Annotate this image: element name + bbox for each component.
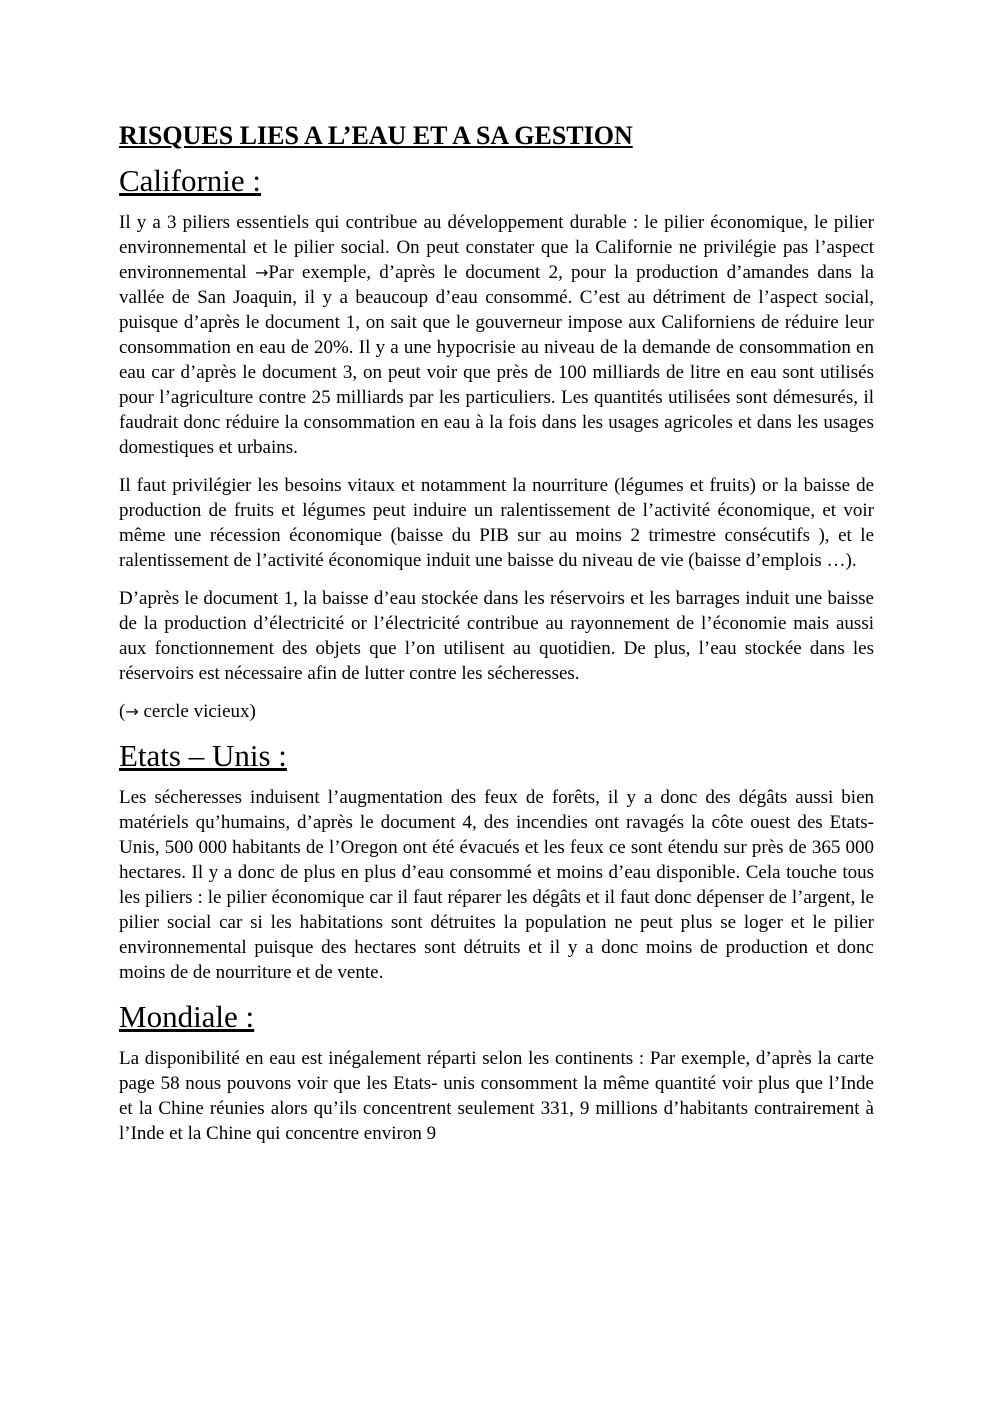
paragraph-text: Par exemple, d’après le document 2, pour la production d’amandes dans la vallée de San Joaquin, il y a beaucoup d’eau consommé. C’est au détriment de l’aspect social, puisque d’après le document 1, on sait que le gouverneur impose aux Californiens de réduire leur consommation en eau de 20%. Il y a une hypocrisie au niveau de la demande de consommation en eau car d’après le document 3, on peut voir que près de 100 milliards de litre en eau sont utilisés pour l’agriculture contre 25 milliards par les particuliers. Les quantités utilisées sont démesurés, il faudrait donc réduire la consommation en eau à la fois dans les usages agricoles et dans les usages domestiques et urbains. [119, 262, 874, 458]
paragraph [119, 699, 874, 724]
paragraph [119, 210, 874, 460]
section-heading-californie: Californie : [119, 163, 262, 198]
document-title: RISQUES LIES A L’EAU ET A SA GESTION [119, 121, 633, 150]
paragraph: D’après le document 1, la baisse d’eau stockée dans les réservoirs et les barrages induit une baisse de la production d’électricité or l’électricité contribue au rayonnement de l’économie mais aussi aux fonctionnement des objets que l’on utilisent au quotidien. De plus, l’eau stockée dans les réservoirs est nécessaire afin de lutter contre les sécheresses. [119, 588, 874, 684]
paragraph-text: ( [119, 701, 126, 722]
section-heading-etats-unis: Etats – Unis : [119, 738, 287, 773]
document-page [119, 116, 874, 1159]
paragraph-text: Il y a 3 piliers essentiels qui contribue au développement durable : le pilier économique, le pilier environnemental et le pilier social. On peut constater que la Californie ne privilégie pas l’aspect environnemental [119, 212, 874, 283]
section-etats-unis [119, 737, 874, 985]
arrow-right-icon: → [125, 702, 139, 721]
section-californie [119, 162, 874, 724]
section-mondiale [119, 998, 874, 1146]
paragraph: La disponibilité en eau est inégalement réparti selon les continents : Par exemple, d’après la carte page 58 nous pouvons voir que les Etats- unis consomment la même quantité voir plus que l’Inde et la Chine réunies alors qu’ils concentrent seulement 331, 9 millions d’habitants contrairement à l’Inde et la Chine qui concentre environ 9 [119, 1048, 874, 1144]
paragraph: Il faut privilégier les besoins vitaux et notamment la nourriture (légumes et fruits) or la baisse de production de fruits et légumes peut induire un ralentissement de l’activité économique, et voir même une récession économique (baisse du PIB sur au moins 2 trimestre consécutifs ), et le ralentissement de l’activité économique induit une baisse du niveau de vie (baisse d’emplois …). [119, 475, 874, 571]
arrow-right-icon: → [254, 263, 269, 282]
section-heading-mondiale: Mondiale : [119, 999, 255, 1034]
paragraph-text: cercle vicieux) [138, 701, 256, 722]
paragraph: Les sécheresses induisent l’augmentation des feux de forêts, il y a donc des dégâts aussi bien matériels qu’humains, d’après le document 4, des incendies ont ravagés la côte ouest des Etats-Unis, 500 000 habitants de l’Oregon ont été évacués et les feux ce sont étendu sur près de 365 000 hectares. Il y a donc de plus en plus d’eau consommé et moins d’eau disponible. Cela touche tous les piliers : le pilier économique car il faut réparer les dégâts et il faut donc dépenser de l’argent, le pilier social car si les habitations sont détruites la population ne peut plus se loger et le pilier environnemental puisque des hectares sont détruits et il y a donc moins de production et donc moins de de nourriture et de vente. [119, 787, 874, 983]
